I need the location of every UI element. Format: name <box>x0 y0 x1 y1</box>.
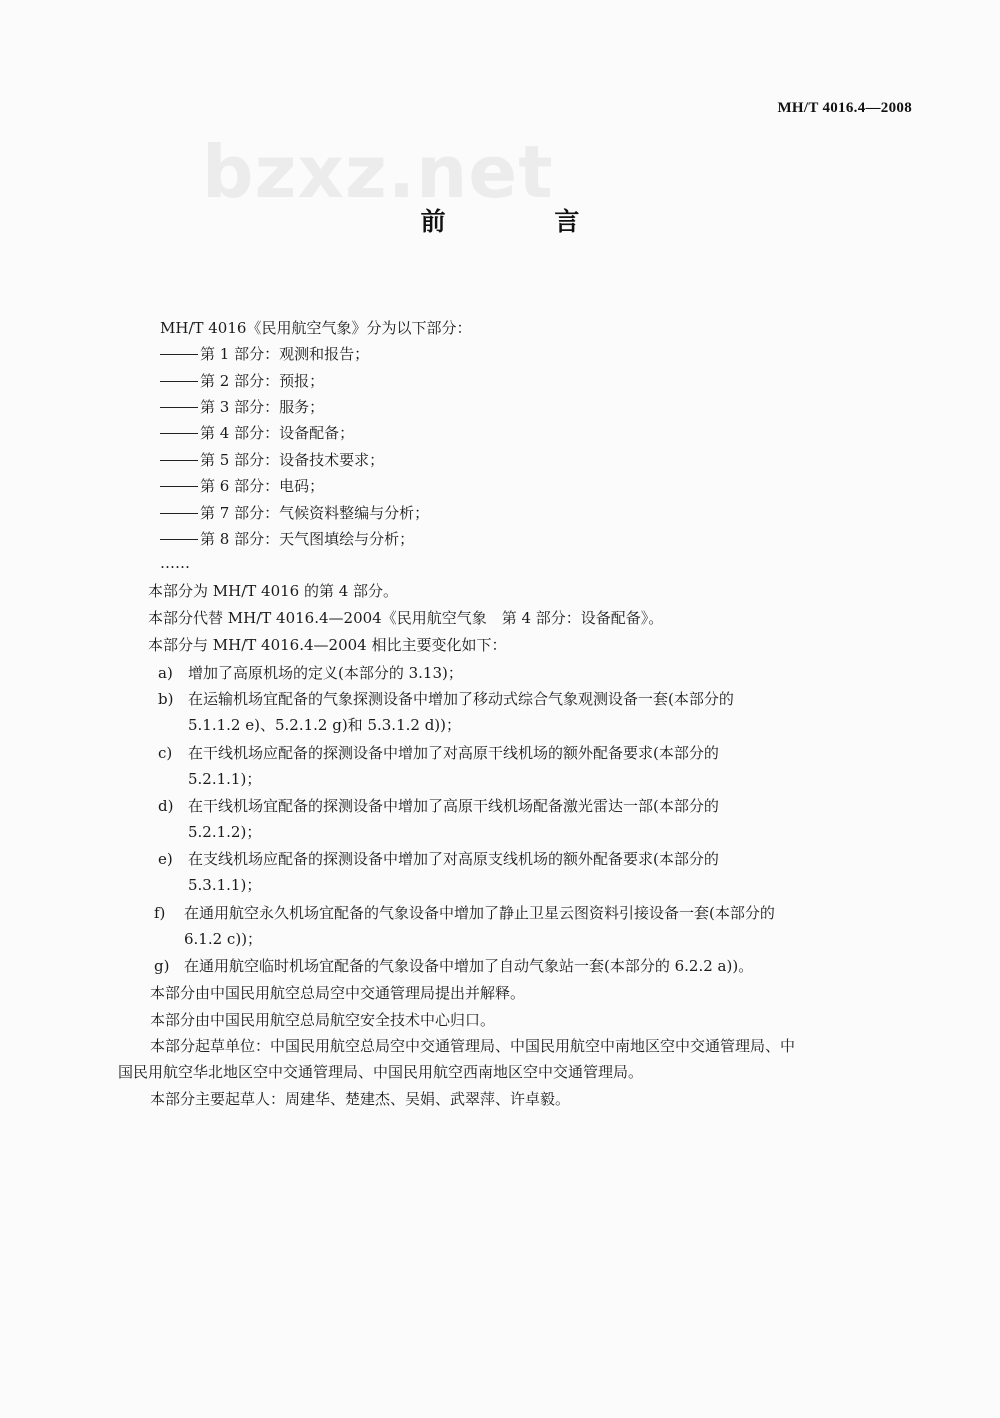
item-text: 在干线机场宜配备的探测设备中增加了高原干线机场配备激光雷达一部(本部分的 <box>188 797 719 815</box>
list-item <box>160 529 414 549</box>
part-text: 第 6 部分：电码； <box>200 477 325 495</box>
item-continuation: 5.1.1.2 e)、5.2.1.2 g)和 5.3.1.2 d))； <box>188 716 461 734</box>
change-item <box>158 663 463 683</box>
paragraph: 本部分由中国民用航空总局空中交通管理局提出并解释。 <box>150 984 526 1002</box>
item-label: f) <box>154 904 166 922</box>
item-label: g) <box>154 957 170 975</box>
em-dash <box>160 381 198 382</box>
item-text: 在支线机场应配备的探测设备中增加了对高原支线机场的额外配备要求(本部分的 <box>188 850 719 868</box>
paragraph: 本部分为 MH/T 4016 的第 4 部分。 <box>148 582 399 600</box>
em-dash <box>160 513 198 514</box>
list-item <box>160 344 369 364</box>
em-dash <box>160 407 198 408</box>
paragraph: 本部分代替 MH/T 4016.4—2004《民用航空气象 第 4 部分：设备配备》。 <box>148 609 664 627</box>
change-item <box>158 689 734 709</box>
paragraph: 本部分主要起草人：周建华、楚建杰、吴娟、武翠萍、许卓毅。 <box>150 1090 571 1108</box>
paragraph: 本部分起草单位：中国民用航空总局空中交通管理局、中国民用航空中南地区空中交通管理局、中 <box>150 1037 796 1055</box>
item-text: 增加了高原机场的定义(本部分的 3.13)； <box>188 664 463 682</box>
list-item <box>160 371 324 391</box>
em-dash <box>160 539 198 540</box>
em-dash <box>160 486 198 487</box>
item-label: b) <box>158 690 174 708</box>
watermark: bzxz.net <box>202 130 554 214</box>
paragraph-continuation: 国民用航空华北地区空中交通管理局、中国民用航空西南地区空中交通管理局。 <box>118 1063 644 1081</box>
item-text: 在干线机场应配备的探测设备中增加了对高原干线机场的额外配备要求(本部分的 <box>188 744 719 762</box>
list-item <box>160 423 354 443</box>
standard-code: MH/T 4016.4—2008 <box>777 100 912 116</box>
paragraph: 本部分与 MH/T 4016.4—2004 相比主要变化如下： <box>148 636 507 654</box>
paragraph: 本部分由中国民用航空总局航空安全技术中心归口。 <box>150 1011 496 1029</box>
em-dash <box>160 460 198 461</box>
item-continuation: 5.3.1.1)； <box>188 876 262 894</box>
part-text: 第 3 部分：服务； <box>200 398 325 416</box>
part-text: 第 1 部分：观测和报告； <box>200 345 370 363</box>
list-item <box>160 397 324 417</box>
part-text: 第 7 部分：气候资料整编与分析； <box>200 504 430 522</box>
item-continuation: 5.2.1.1)； <box>188 770 262 788</box>
item-text: 在运输机场宜配备的气象探测设备中增加了移动式综合气象观测设备一套(本部分的 <box>188 690 734 708</box>
item-label: a) <box>158 664 173 682</box>
ellipsis: …… <box>160 554 190 572</box>
part-text: 第 5 部分：设备技术要求； <box>200 451 385 469</box>
item-label: c) <box>158 744 173 762</box>
item-continuation: 6.1.2 c))； <box>184 930 263 948</box>
change-item <box>158 743 719 763</box>
item-continuation: 5.2.1.2)； <box>188 823 262 841</box>
em-dash <box>160 433 198 434</box>
list-item <box>160 503 429 523</box>
item-label: e) <box>158 850 173 868</box>
change-item <box>154 956 753 976</box>
change-item <box>154 903 775 923</box>
page-title: 前 言 <box>420 207 630 236</box>
list-item <box>160 450 384 470</box>
list-item <box>160 476 324 496</box>
part-text: 第 8 部分：天气图填绘与分析； <box>200 530 415 548</box>
item-text: 在通用航空临时机场宜配备的气象设备中增加了自动气象站一套(本部分的 6.2.2 a))。 <box>184 957 754 975</box>
change-item <box>158 849 719 869</box>
part-text: 第 2 部分：预报； <box>200 372 325 390</box>
em-dash <box>160 354 198 355</box>
item-text: 在通用航空永久机场宜配备的气象设备中增加了静止卫星云图资料引接设备一套(本部分的 <box>184 904 775 922</box>
intro-text: MH/T 4016《民用航空气象》分为以下部分： <box>160 319 472 337</box>
change-item <box>158 796 719 816</box>
part-text: 第 4 部分：设备配备； <box>200 424 355 442</box>
item-label: d) <box>158 797 174 815</box>
